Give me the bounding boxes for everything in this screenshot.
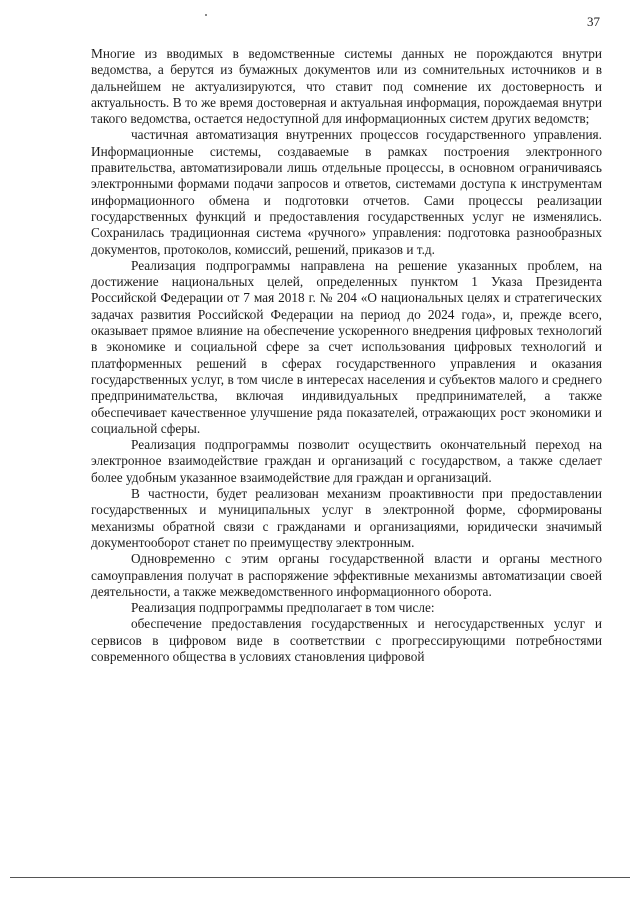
page-number: 37 [587,14,600,29]
paragraph-7: Реализация подпрограммы предполагает в том числе: [131,600,435,616]
scan-speck [205,14,207,16]
paragraph-2: частичная автоматизация внутренних процессов государственного управления. Информационные системы, создаваемые в рамках построения электронного правительства, автоматизировали лишь отдельные процессы, в основном ограничиваясь электронными формами подачи запросов и ответов, системами доступа к инструментам информационного обмена и подготовки отчетов. Сами процессы реализации государственных функций и предоставления государственных услуг не изменялись. Сохранилась традиционная система «ручного» управления: подготовка разнообразных документов, протоколов, комиссий, решений, приказов и т.д. [91,127,602,257]
paragraph-6: Одновременно с этим органы государственной власти и органы местного самоуправления получат в распоряжение эффективные механизмы автоматизации своей деятельности, а также межведомственного информационного оборота. [91,551,602,599]
paragraph-3: Реализация подпрограммы направлена на решение указанных проблем, на достижение национальных целей, определенных пунктом 1 Указа Президента Российской Федерации от 7 мая 2018 г. № 204 «О национальных целях и стратегических задачах развития Российской Федерации на период до 2024 года», и, прежде всего, оказывает прямое влияние на обеспечение ускоренного внедрения цифровых технологий в экономике и социальной сфере за счет использования цифровых технологий и платформенных решений в сферах государственного управления и оказания государственных услуг, в том числе в интересах населения и субъектов малого и среднего предпринимательства, включая индивидуальных предпринимателей, а также обеспечивает качественное улучшение ряда показателей, отражающих рост экономики и социальной сферы. [91,257,602,436]
document-body [91,46,602,665]
scan-bottom-edge [10,877,630,878]
paragraph-5: В частности, будет реализован механизм проактивности при предоставлении государственных и муниципальных услуг в электронной форме, сформированы механизмы обратной связи с гражданами и организациями, юридически значимый документооборот станет по преимуществу электронным. [91,486,602,550]
paragraph-8: обеспечение предоставления государственных и негосударственных услуг и сервисов в цифровом виде в соответствии с прогрессирующими потребностями современного общества в условиях становления цифровой [91,616,602,664]
paragraph-1: Многие из вводимых в ведомственные системы данных не порождаются внутри ведомства, а берутся из бумажных документов или из сомнительных источников и в дальнейшем не актуализируются, что ставит под сомнение их достоверность и актуальность. В то же время достоверная и актуальная информация, порождаемая внутри такого ведомства, остается недоступной для информационных систем других ведомств; [91,46,602,127]
paragraph-4: Реализация подпрограммы позволит осуществить окончательный переход на электронное взаимодействие граждан и организаций с государством, а также сделает более удобным указанное взаимодействие для граждан и организаций. [91,437,602,485]
